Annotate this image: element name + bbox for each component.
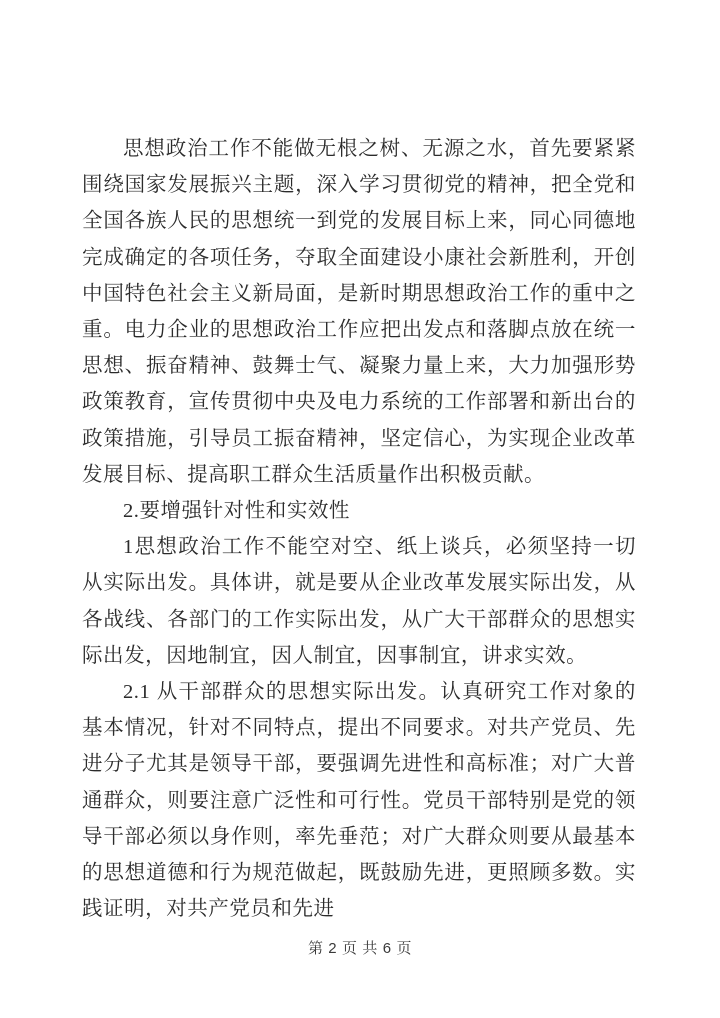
document-body bbox=[82, 131, 636, 927]
paragraph-opening: 思想政治工作不能做无根之树、无源之水，首先要紧紧围绕国家发展振兴主题，深入学习贯彻党的精神，把全党和全国各族人民的思想统一到党的发展目标上来，同心同德地完成确定的各项任务，夺取全面建设小康社会新胜利，开创中国特色社会主义新局面，是新时期思想政治工作的重中之重。电力企业的思想政治工作应把出发点和落脚点放在统一思想、振奋精神、鼓舞士气、凝聚力量上来，大力加强形势政策教育，宣传贯彻中央及电力系统的工作部署和新出台的政策措施，引导员工振奋精神，坚定信心，为实现企业改革发展目标、提高职工群众生活质量作出积极贡献。 bbox=[82, 138, 636, 486]
section-heading-2: 2.要增强针对性和实效性 bbox=[123, 500, 350, 523]
paragraph-2-1-intro: 1思想政治工作不能空对空、纸上谈兵，必须坚持一切从实际出发。具体讲，就是要从企业改革发展实际出发，从各战线、各部门的工作实际出发，从广大干部群众的思想实际出发，因地制宜，因人制宜，因事制宜，讲求实效。 bbox=[82, 536, 636, 667]
paragraph-2-1-detail: 2.1 从干部群众的思想实际出发。认真研究工作对象的基本情况，针对不同特点，提出不同要求。对共产党员、先进分子尤其是领导干部，要强调先进性和高标准；对广大普通群众，则要注意广泛性和可行性。党员干部特别是党的领导干部必须以身作则，率先垂范；对广大群众则要从最基本的思想道德和行为规范做起，既鼓励先进，更照顾多数。实践证明，对共产党员和先进 bbox=[82, 681, 636, 921]
page-footer: 第 2 页 共 6 页 bbox=[307, 940, 413, 957]
